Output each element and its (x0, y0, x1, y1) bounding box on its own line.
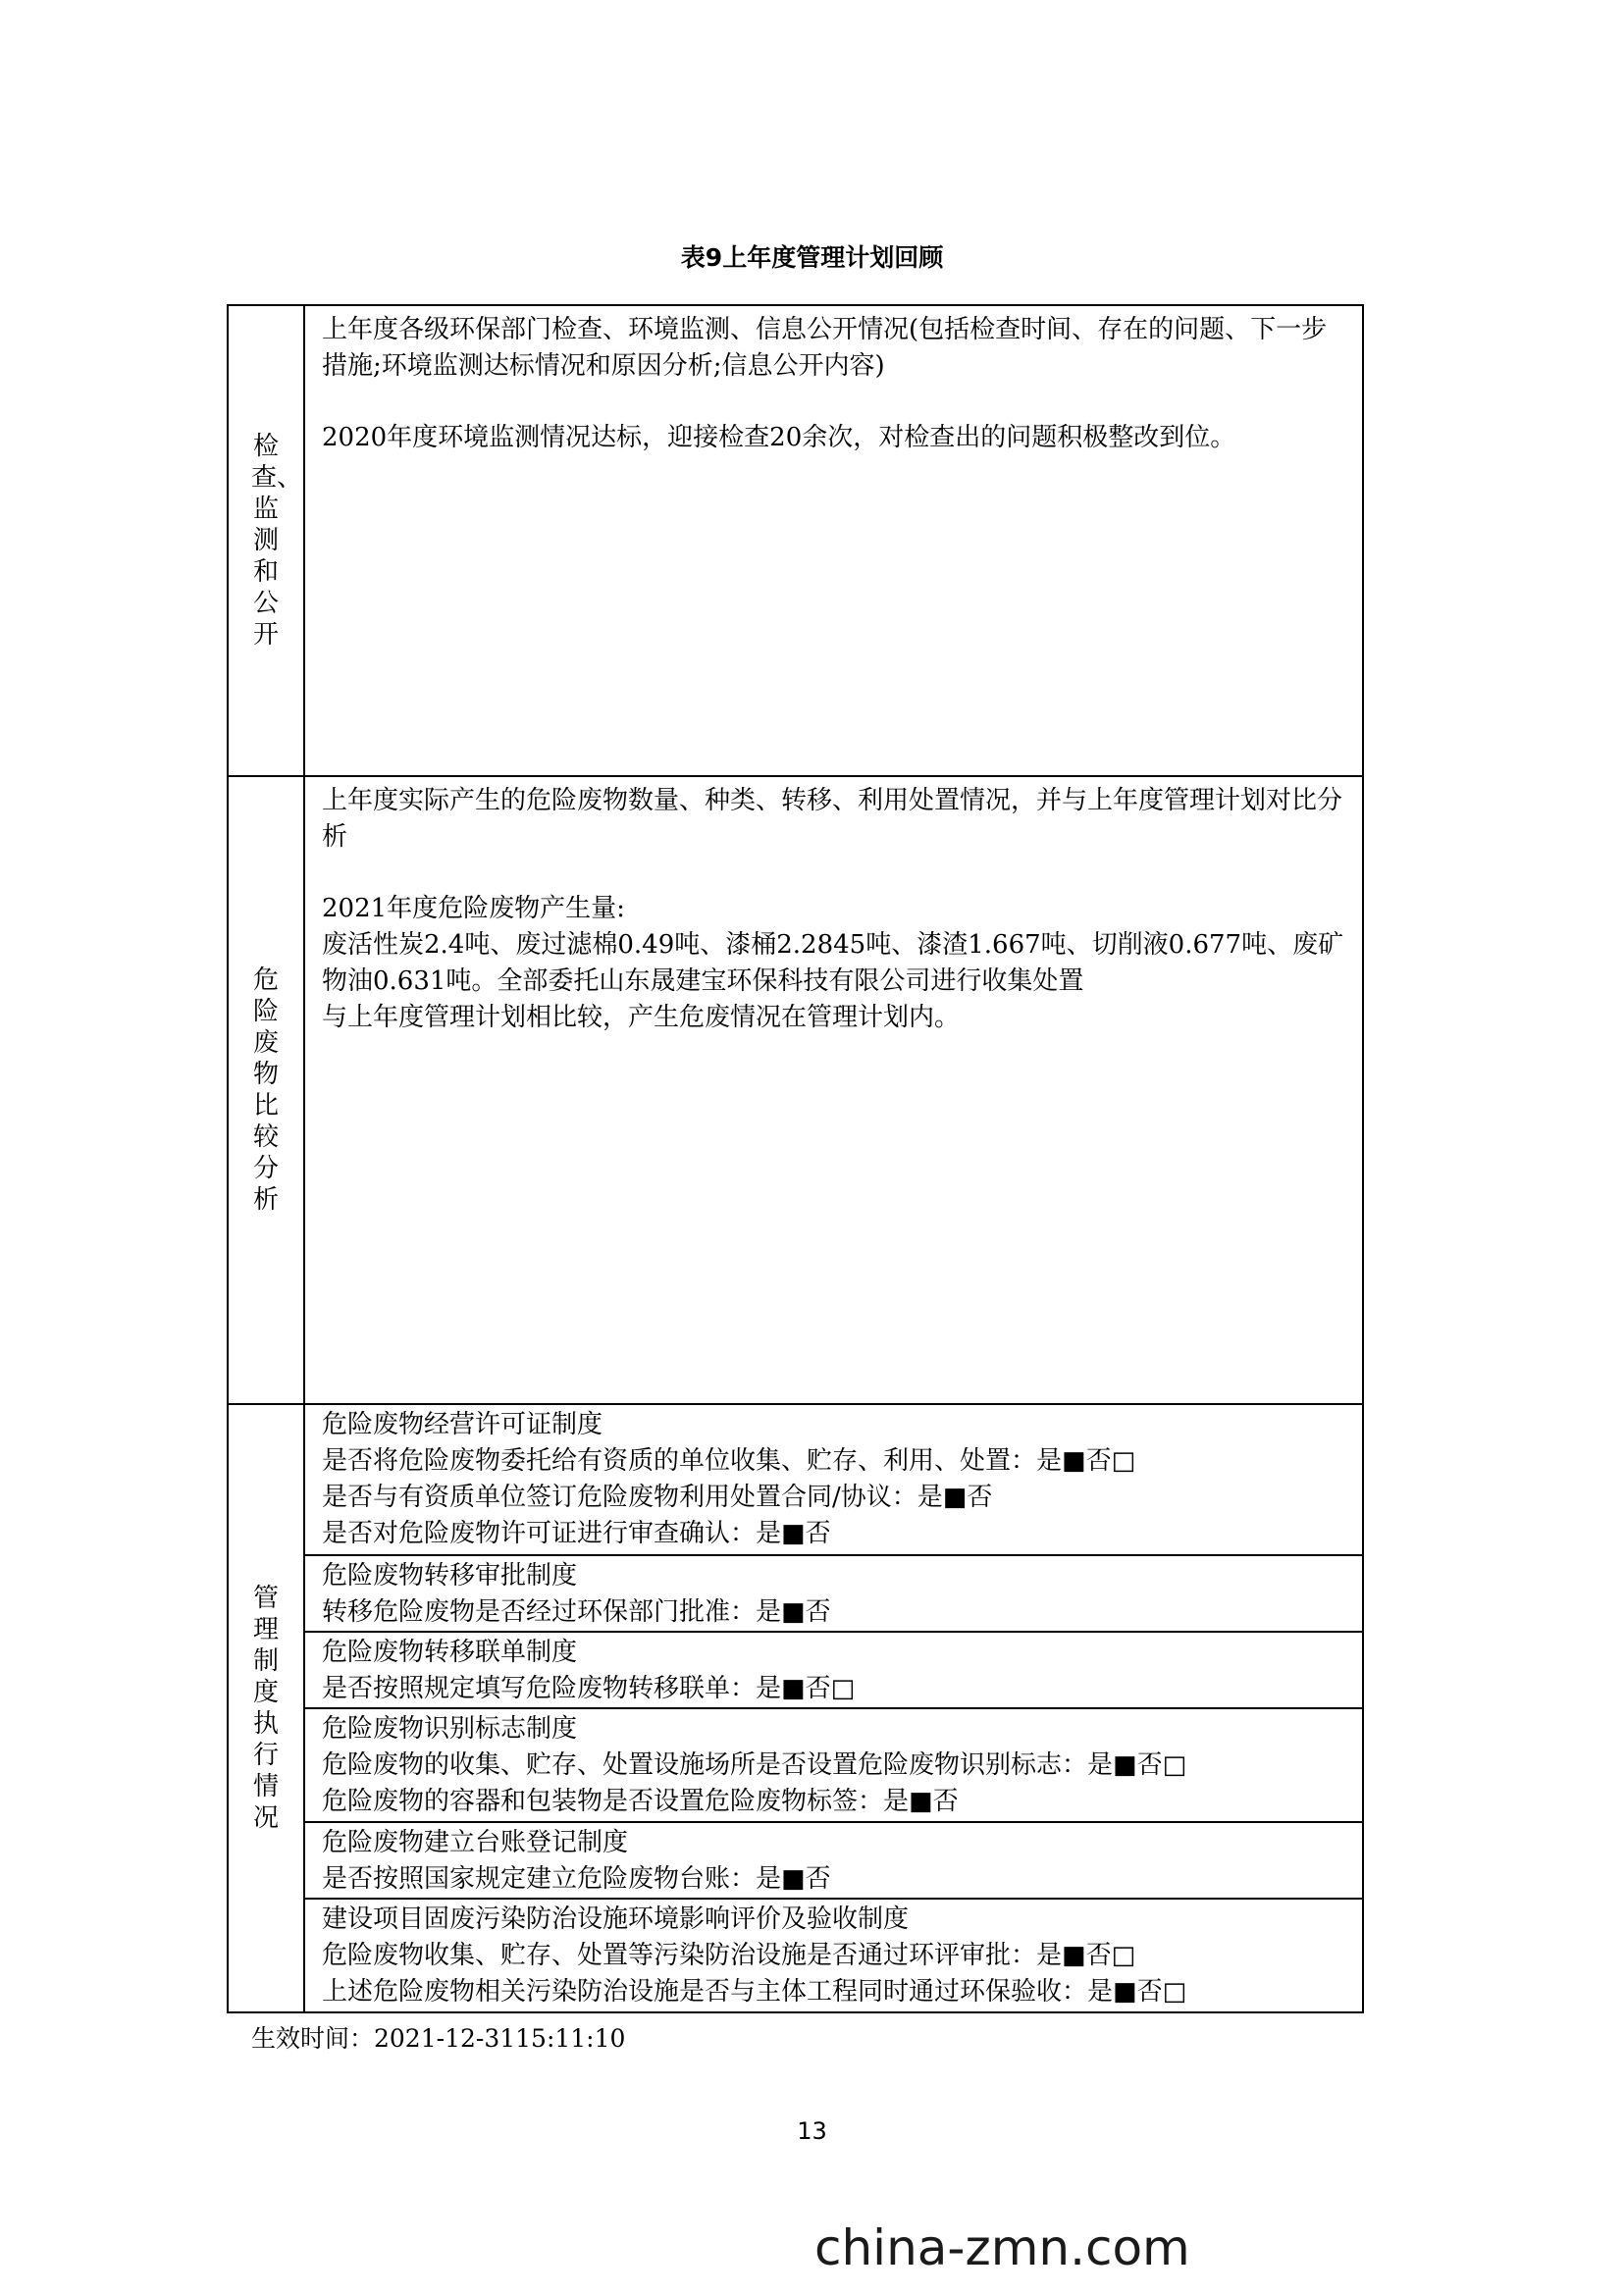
watermark: china-zmn.com (814, 2219, 1190, 2276)
block-heading: 建设项目固废污染防治设施环境影响评价及验收制度 (322, 1904, 910, 1934)
inspection-row (228, 305, 1363, 776)
block-line: 是否将危险废物委托给有资质的单位收集、贮存、利用、处置：是■否□ (322, 1446, 1136, 1476)
block-line: 是否对危险废物许可证进行审查确认：是■否 (322, 1519, 831, 1548)
block-heading: 危险废物经营许可证制度 (322, 1410, 603, 1439)
management-block-row (228, 1822, 1363, 1899)
inspection-label-cell (228, 305, 304, 776)
inspection-prompt: 上年度各级环保部门检查、环境监测、信息公开情况(包括检查时间、存在的问题、下一步措施;环境监测达标情况和原因分析;信息公开内容) (322, 315, 1328, 381)
management-block-row (228, 1404, 1363, 1555)
waste-comparison-conclusion: 与上年度管理计划相比较，产生危废情况在管理计划内。 (322, 1003, 961, 1032)
management-plan-review-table (227, 304, 1364, 2013)
inspection-content-cell (304, 305, 1363, 776)
waste-compare-label: 危险废物比较分析 (252, 965, 279, 1215)
management-label-cell (228, 1404, 304, 2012)
block-line: 转移危险废物是否经过环保部门批准：是■否 (322, 1597, 831, 1627)
block-heading: 危险废物识别标志制度 (322, 1714, 578, 1744)
management-block-row (228, 1899, 1363, 2012)
waste-compare-row (228, 776, 1363, 1404)
management-block-row (228, 1632, 1363, 1708)
block-line: 上述危险废物相关污染防治设施是否与主体工程同时通过环保验收：是■否□ (322, 1977, 1187, 2007)
waste-output-detail: 废活性炭2.4吨、废过滤棉0.49吨、漆桶2.2845吨、漆渣1.667吨、切削液0.677吨、废矿物油0.631吨。全部委托山东晟建宝环保科技有限公司进行收集处置 (322, 930, 1344, 996)
management-block-row (228, 1555, 1363, 1632)
management-block (304, 1404, 1363, 1555)
management-block (304, 1708, 1363, 1822)
table-title: 表9上年度管理计划回顾 (680, 243, 944, 272)
block-line: 危险废物的收集、贮存、处置设施场所是否设置危险废物识别标志：是■否□ (322, 1750, 1187, 1780)
block-line: 是否按照规定填写危险废物转移联单：是■否□ (322, 1674, 856, 1703)
management-block (304, 1555, 1363, 1632)
management-block-row (228, 1708, 1363, 1822)
inspection-answer: 2020年度环境监测情况达标，迎接检查20余次，对检查出的问题积极整改到位。 (322, 423, 1236, 452)
waste-compare-content-cell (304, 776, 1363, 1404)
management-block (304, 1822, 1363, 1899)
waste-compare-prompt: 上年度实际产生的危险废物数量、种类、转移、利用处置情况，并与上年度管理计划对比分析 (322, 786, 1343, 852)
management-block (304, 1899, 1363, 2012)
inspection-label: 检查、监测和公开 (251, 432, 303, 650)
waste-compare-label-cell (228, 776, 304, 1404)
block-line: 是否按照国家规定建立危险废物台账：是■否 (322, 1864, 831, 1894)
block-heading: 危险废物建立台账登记制度 (322, 1828, 629, 1857)
effective-time: 生效时间：2021-12-3115:11:10 (251, 2024, 626, 2053)
waste-output-heading: 2021年度危险废物产生量: (322, 894, 625, 923)
block-line: 危险废物收集、贮存、处置等污染防治设施是否通过环评审批：是■否□ (322, 1941, 1136, 1970)
management-label: 管理制度执行情况 (252, 1584, 279, 1833)
management-block (304, 1632, 1363, 1708)
block-heading: 危险废物转移联单制度 (322, 1638, 578, 1667)
block-heading: 危险废物转移审批制度 (322, 1561, 578, 1591)
block-line: 危险废物的容器和包装物是否设置危险废物标签：是■否 (322, 1787, 959, 1816)
page-number: 13 (797, 2117, 827, 2145)
block-line: 是否与有资质单位签订危险废物利用处置合同/协议：是■否 (322, 1483, 993, 1512)
